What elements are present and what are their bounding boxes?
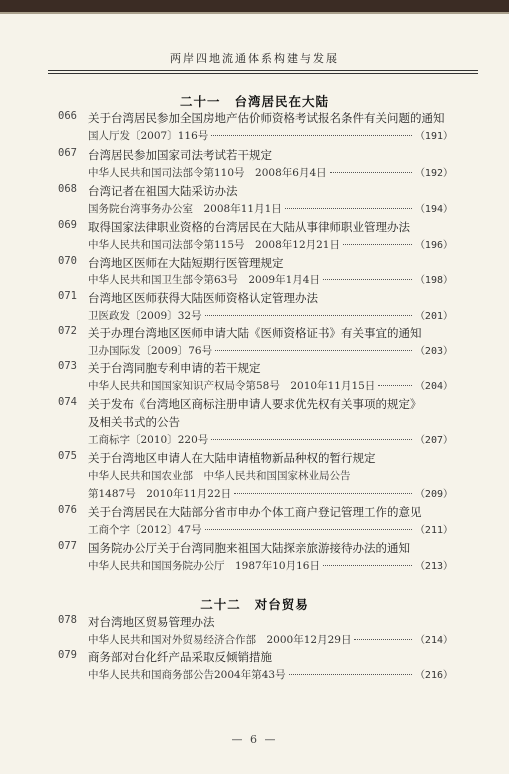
- entry-source: 国务院台湾事务办公室 2008年11月1日: [88, 203, 282, 215]
- entry-title: 对台湾地区贸易管理办法: [88, 615, 215, 629]
- leader-dots: [354, 638, 411, 640]
- entry-source-line: [88, 521, 453, 536]
- entry-source: 中华人民共和国司法部令第115号 2008年12月21日: [88, 239, 340, 251]
- entry-title: 国务院办公厅关于台湾同胞来祖国大陆探亲旅游接待办法的通知: [88, 541, 410, 555]
- entry-page: （194）: [414, 204, 453, 215]
- section-heading: [0, 595, 509, 613]
- entry-number: 069: [58, 219, 77, 231]
- entry-page: （192）: [414, 168, 453, 179]
- entry-source-line: [88, 631, 453, 646]
- leader-dots: [323, 564, 412, 566]
- entry-number: 079: [58, 649, 77, 661]
- entry-page: （209）: [414, 489, 453, 500]
- entry-number: 077: [58, 540, 77, 552]
- entry-title: 关于台湾同胞专利申请的若干规定: [88, 361, 261, 375]
- leader-dots: [323, 278, 412, 280]
- entry-title: 台湾地区医师获得大陆医师资格认定管理办法: [88, 291, 318, 305]
- leader-dots: [289, 673, 412, 675]
- entry-title: 关于台湾居民在大陆部分省市申办个体工商户登记管理工作的意见: [88, 505, 422, 519]
- entry-source: 中华人民共和国对外贸易经济合作部 2000年12月29日: [88, 634, 352, 646]
- entry-source: 国人厅发〔2007〕116号: [88, 130, 209, 142]
- leader-dots: [211, 438, 412, 440]
- leader-dots: [205, 314, 412, 316]
- entry-title: 台湾居民参加国家司法考试若干规定: [88, 148, 272, 162]
- entry-page: （196）: [414, 240, 453, 251]
- entry-page: （211）: [414, 525, 453, 536]
- entry-source-line: [88, 485, 453, 500]
- section-number: 二十二: [200, 597, 241, 612]
- entry-source-line: [88, 666, 453, 681]
- entry-number: 073: [58, 360, 77, 372]
- entry-title: 取得国家法律职业资格的台湾居民在大陆从事律师职业管理办法: [88, 220, 410, 234]
- entry-page: （203）: [414, 346, 453, 357]
- entry-title: 关于办理台湾地区医师申请大陆《医师资格证书》有关事宜的通知: [88, 326, 422, 340]
- entry-page: （213）: [414, 561, 453, 572]
- entry-title-continued: 及相关书式的公告: [88, 415, 180, 429]
- section-heading: [0, 92, 509, 110]
- leader-dots: [215, 349, 412, 351]
- section-title: 对台贸易: [254, 597, 309, 612]
- leader-dots: [343, 243, 412, 245]
- entry-source-line: [88, 164, 453, 179]
- entry-number: 075: [58, 450, 77, 462]
- entry-source-line: [88, 236, 453, 251]
- entry-number: 078: [58, 614, 77, 626]
- entry-title: 商务部对台化纤产品采取反倾销措施: [88, 650, 272, 664]
- entry-title: 关于台湾地区申请人在大陆申请植物新品种权的暂行规定: [88, 451, 376, 465]
- entry-source-line: [88, 307, 453, 322]
- entry-number: 066: [58, 110, 77, 122]
- entry-number: 068: [58, 183, 77, 195]
- entry-number: 072: [58, 325, 77, 337]
- entry-source: 中华人民共和国国务院办公厅 1987年10月16日: [88, 560, 320, 572]
- entry-title: 台湾地区医师在大陆短期行医管理规定: [88, 256, 284, 270]
- header-rule: [48, 70, 478, 71]
- entry-title: 关于台湾居民参加全国房地产估价师资格考试报名条件有关问题的通知: [88, 111, 445, 125]
- entry-source: 卫办国际发〔2009〕76号: [88, 345, 213, 357]
- entry-source: 中华人民共和国卫生部令第63号 2009年1月4日: [88, 274, 320, 286]
- section-title: 台湾居民在大陆: [234, 94, 330, 109]
- entry-source-line: [88, 342, 453, 357]
- entry-title: 台湾记者在祖国大陆采访办法: [88, 184, 238, 198]
- leader-dots: [205, 528, 412, 530]
- entry-number: 074: [58, 396, 77, 408]
- leader-dots: [234, 492, 412, 494]
- entry-source-line: [88, 127, 453, 142]
- leader-dots: [211, 134, 412, 136]
- leader-dots: [285, 207, 412, 209]
- entry-source: 卫医政发〔2009〕32号: [88, 310, 202, 322]
- entry-number: 070: [58, 255, 77, 267]
- page-top-edge: [0, 0, 509, 12]
- entry-source: 工商个字〔2012〕47号: [88, 524, 202, 536]
- entry-source: 第1487号 2010年11月22日: [88, 488, 232, 500]
- entry-source-line: [88, 431, 453, 446]
- entry-page: （201）: [414, 311, 453, 322]
- entry-title: 关于发布《台湾地区商标注册申请人要求优先权有关事项的规定》: [88, 397, 422, 411]
- entry-source: 工商标字〔2010〕220号: [88, 434, 209, 446]
- entry-page: （198）: [414, 275, 453, 286]
- entry-source: 中华人民共和国国家知识产权局令第58号 2010年11月15日: [88, 380, 376, 392]
- page-number: — 6 —: [231, 733, 278, 746]
- entry-source-line: [88, 271, 453, 286]
- entry-number: 071: [58, 290, 77, 302]
- entry-source-line: [88, 377, 453, 392]
- entry-page: （214）: [414, 635, 453, 646]
- entry-number: 067: [58, 147, 77, 159]
- entry-page: （207）: [414, 435, 453, 446]
- entry-page: （191）: [414, 131, 453, 142]
- entry-number: 076: [58, 504, 77, 516]
- entry-page: （204）: [414, 381, 453, 392]
- entry-source: 中华人民共和国商务部公告2004年第43号: [88, 669, 286, 681]
- entry-source-line: [88, 200, 453, 215]
- running-header: 两岸四地流通体系构建与发展: [170, 52, 339, 65]
- leader-dots: [378, 384, 412, 386]
- header-rule: [48, 73, 478, 74]
- entry-page: （216）: [414, 670, 453, 681]
- section-number: 二十一: [179, 94, 221, 109]
- leader-dots: [330, 171, 412, 173]
- entry-source-line: [88, 557, 453, 572]
- entry-source: 中华人民共和国司法部令第110号 2008年6月4日: [88, 167, 327, 179]
- entry-issuer: 中华人民共和国农业部 中华人民共和国国家林业局公告: [88, 470, 351, 482]
